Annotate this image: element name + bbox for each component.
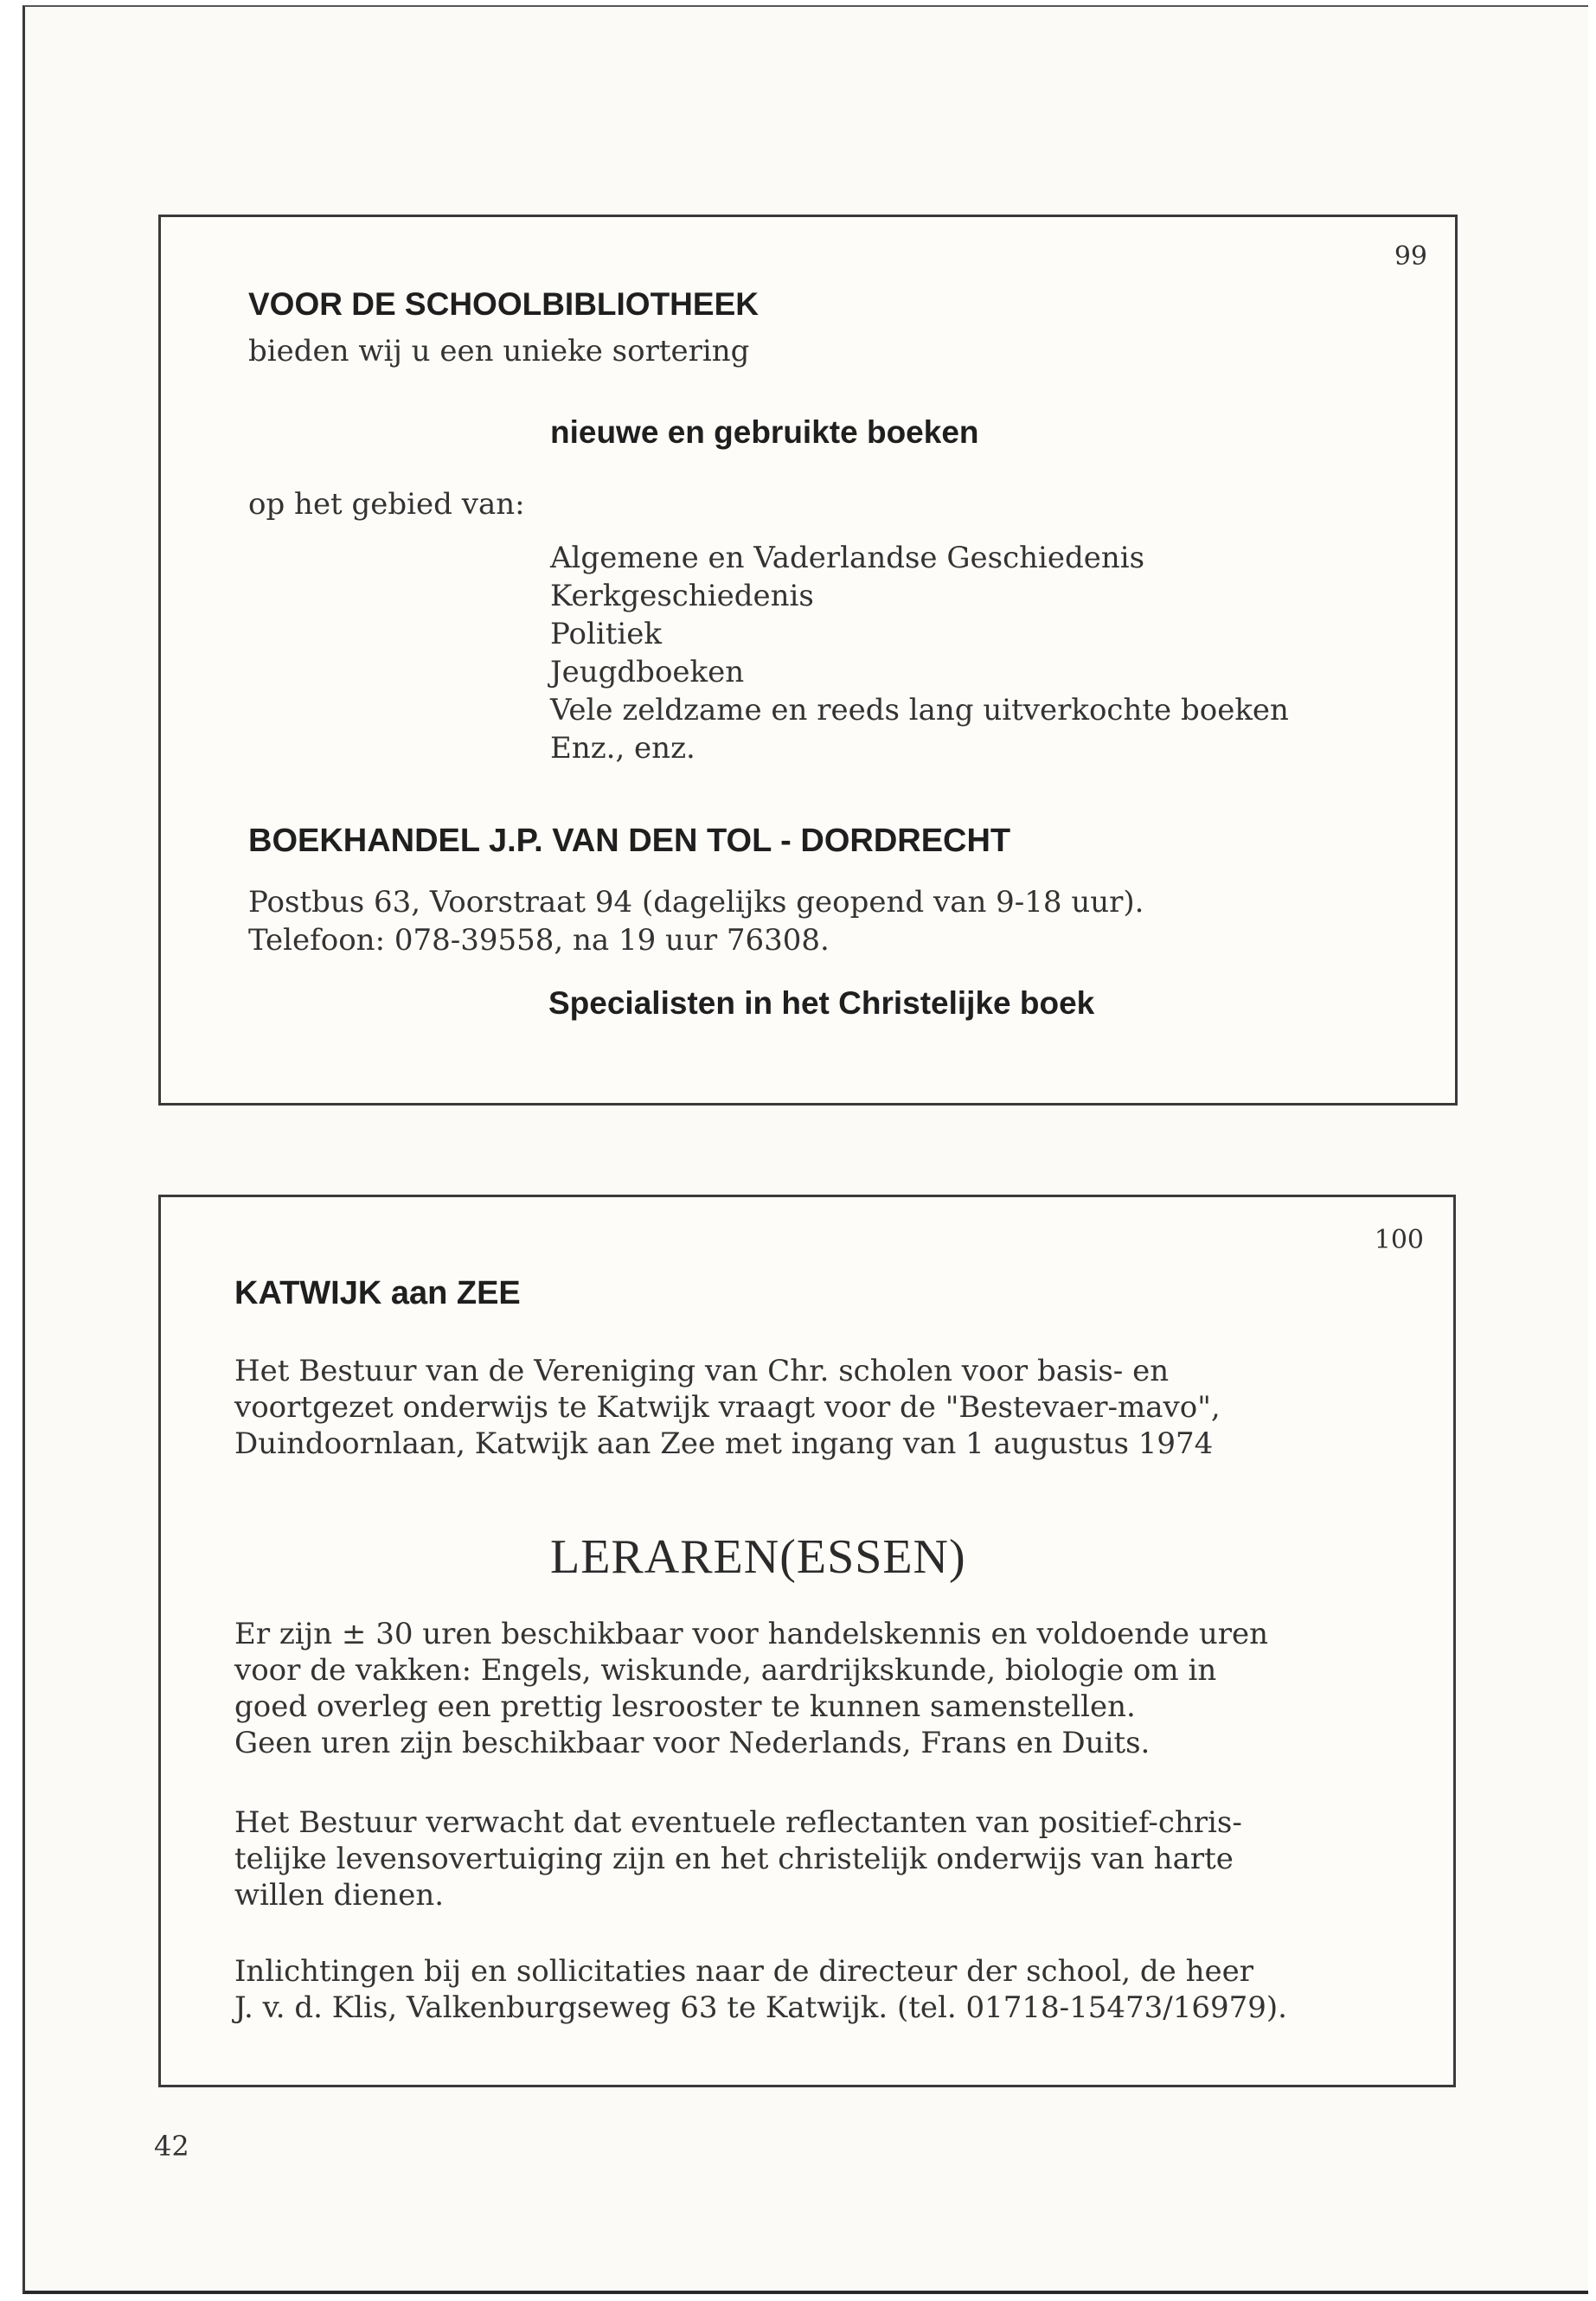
ad-number: 99 xyxy=(1394,241,1427,272)
vacancy-hours: Er zijn ± 30 uren beschikbaar voor handelskennis en voldoende uren voor de vakken: Engels, wiskunde, aardrijkskunde, biologie om in goed overleg een prettig lesrooster te kunnen samenstellen. Geen uren zijn beschikbaar voor Nederlands, Frans en Duits. xyxy=(234,1617,1268,1760)
list-item: Vele zeldzame en reeds lang uitverkochte boeken xyxy=(550,693,1289,727)
address-line: Telefoon: 078-39558, na 19 uur 76308. xyxy=(248,923,830,958)
list-item: Kerkgeschiedenis xyxy=(550,579,814,613)
advertisement-99 xyxy=(158,215,1458,1106)
advertisement-100 xyxy=(158,1195,1456,2087)
ad-highlight: nieuwe en gebruikte boeken xyxy=(550,414,979,450)
list-item: Jeugdboeken xyxy=(550,655,745,689)
shop-slogan: Specialisten in het Christelijke boek xyxy=(548,985,1095,1021)
vacancy-title: LERAREN(ESSEN) xyxy=(550,1530,966,1584)
page-number: 42 xyxy=(154,2130,189,2163)
shop-name: BOEKHANDEL J.P. VAN DEN TOL - DORDRECHT xyxy=(248,823,1011,859)
vacancy-requirements: Het Bestuur verwacht dat eventuele reflectanten van positief-chris- telijke levensovertuiging zijn en het christelijk onderwijs van harte willen dienen. xyxy=(234,1805,1242,1913)
list-item: Algemene en Vaderlandse Geschiedenis xyxy=(550,541,1145,575)
list-item: Enz., enz. xyxy=(550,731,695,766)
ad-intro: op het gebied van: xyxy=(248,487,525,522)
list-item: Politiek xyxy=(550,617,662,651)
ad-heading: VOOR DE SCHOOLBIBLIOTHEEK xyxy=(248,286,759,322)
shop-address xyxy=(248,883,1144,959)
ad-heading: KATWIJK aan ZEE xyxy=(234,1275,521,1311)
vacancy-intro: Het Bestuur van de Vereniging van Chr. scholen voor basis- en voortgezet onderwijs te Katwijk vraagt voor de "Bestevaer-mavo", Duindoornlaan, Katwijk aan Zee met ingang van 1 augustus 1974 xyxy=(234,1354,1221,1461)
ad-number: 100 xyxy=(1374,1225,1424,1255)
topic-list xyxy=(550,539,1289,767)
vacancy-contact: Inlichtingen bij en sollicitaties naar de directeur der school, de heer J. v. d. Klis, Valkenburgseweg 63 te Katwijk. (tel. 01718-15473/16979). xyxy=(234,1954,1287,2025)
address-line: Postbus 63, Voorstraat 94 (dagelijks geopend van 9-18 uur). xyxy=(248,885,1144,920)
ad-subheading: bieden wij u een unieke sortering xyxy=(248,334,750,369)
